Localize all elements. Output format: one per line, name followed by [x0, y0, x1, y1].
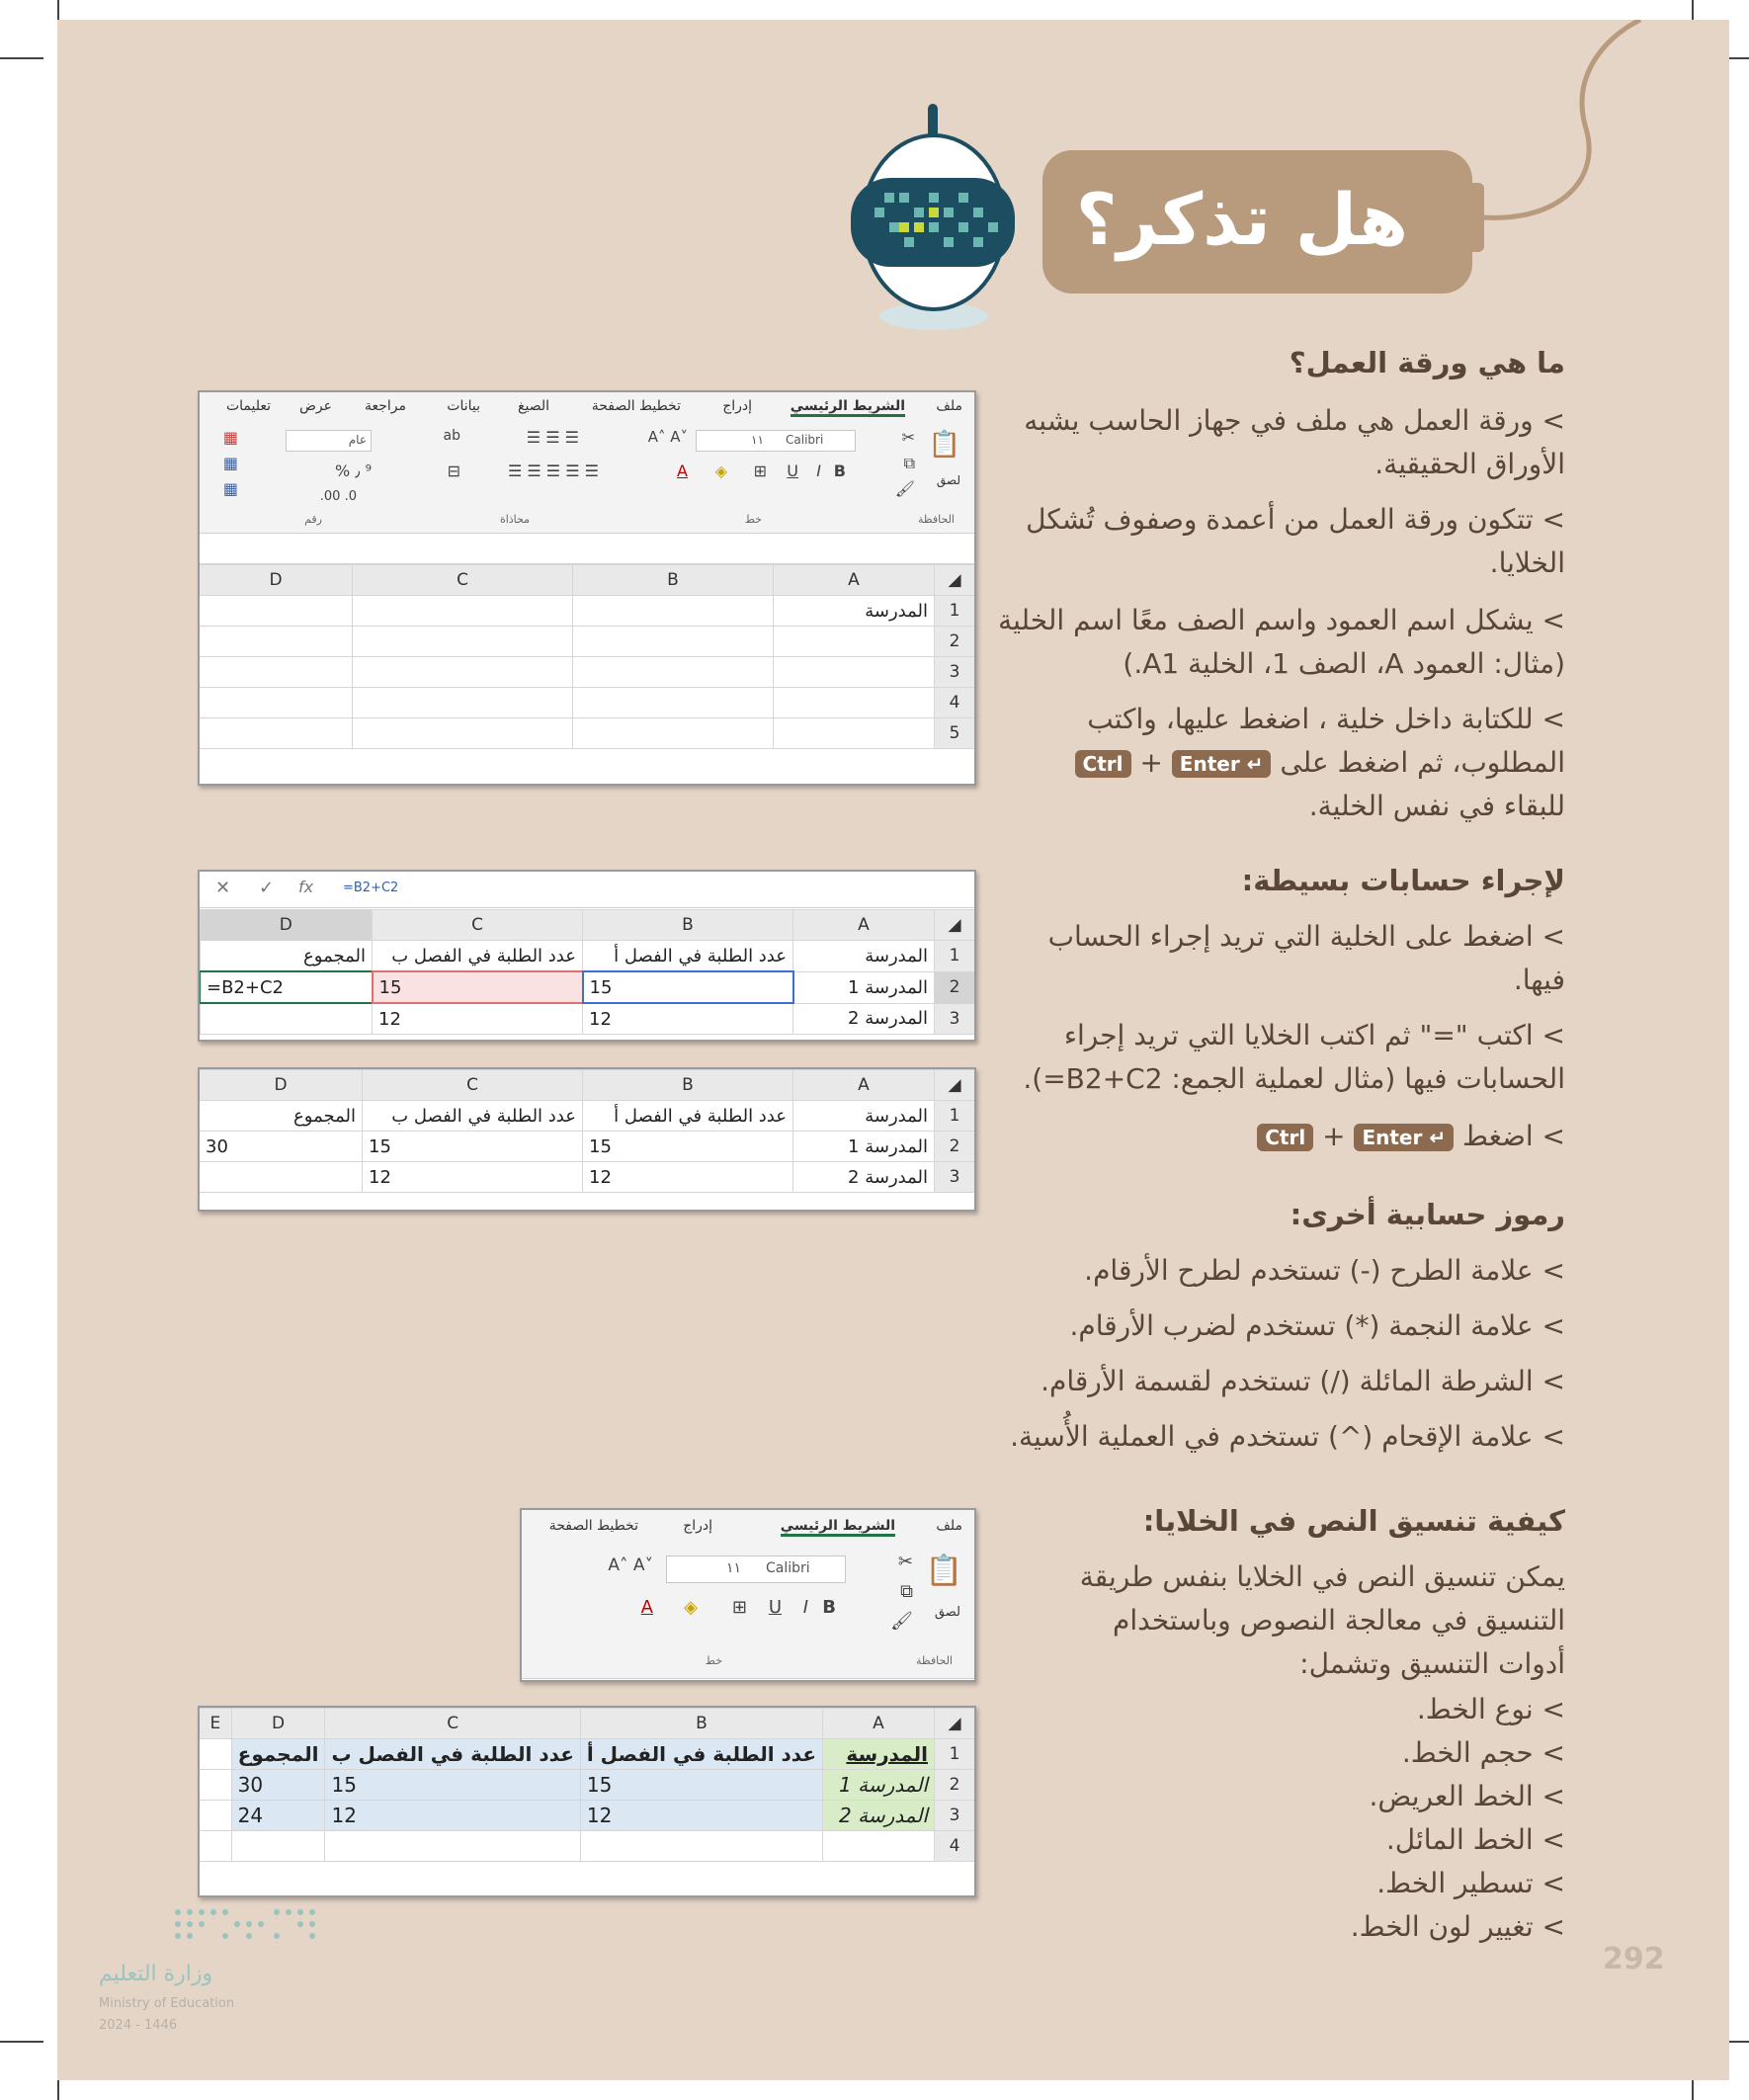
cell[interactable] [200, 1801, 232, 1831]
s4-item-font-size: > حجم الخط. [1401, 1736, 1565, 1769]
cell[interactable] [573, 688, 774, 718]
cell[interactable] [200, 1770, 232, 1801]
s4-item-font-color: > تغيير لون الخط. [1350, 1910, 1565, 1943]
tab-page-layout[interactable]: تخطيط الصفحة [548, 1518, 638, 1534]
row-header[interactable]: 4 [935, 688, 975, 718]
font-color-icon[interactable]: A [640, 1597, 653, 1618]
cut-icon[interactable]: ✂ [897, 1552, 913, 1572]
cell[interactable]: عدد الطلبة في الفصل ب [373, 941, 583, 972]
group-clipboard: الحافظة [915, 1654, 953, 1667]
tab-page-layout[interactable]: تخطيط الصفحة [591, 398, 681, 414]
corner-cell[interactable]: ◢ [935, 1709, 975, 1739]
col-header[interactable]: B [580, 1709, 822, 1739]
copy-icon[interactable]: ⧉ [903, 454, 915, 472]
sheet-grid-2 [199, 909, 975, 1035]
cell[interactable] [573, 657, 774, 688]
crop-mark [0, 2041, 43, 2043]
robot-head-icon [845, 104, 1023, 336]
excel-screenshot-5 [198, 1706, 976, 1897]
s2-bullet1a: > اضغط على الخلية التي تريد إجراء الحساب [1047, 920, 1565, 953]
cell[interactable]: المدرسة [793, 941, 935, 972]
cell[interactable]: 12 [363, 1162, 583, 1193]
cell[interactable]: عدد الطلبة في الفصل أ [580, 1739, 822, 1770]
row-header[interactable]: 3 [935, 1162, 975, 1193]
tab-help[interactable]: تعليمات [225, 398, 271, 414]
underline-icon[interactable]: U [768, 1597, 782, 1618]
s1-bullet4a: > للكتابة داخل خلية ، اضغط عليها، واكتب [1087, 703, 1565, 735]
cell[interactable]: عدد الطلبة في الفصل ب [363, 1101, 583, 1132]
cell[interactable]: 15 [325, 1770, 580, 1801]
tab-insert[interactable]: إدراج [683, 1518, 712, 1534]
col-header[interactable]: E [200, 1709, 232, 1739]
bold-icon[interactable]: B [833, 462, 846, 480]
col-header[interactable]: B [583, 1070, 793, 1101]
cell[interactable]: 15 [580, 1770, 822, 1801]
tab-data[interactable]: بيانات [447, 398, 480, 414]
cell[interactable]: المدرسة [823, 1739, 935, 1770]
corner-cell[interactable]: ◢ [935, 910, 975, 941]
sheet-grid-3 [199, 1069, 975, 1193]
tab-home[interactable]: الشريط الرئيسي [781, 1518, 895, 1537]
cell[interactable]: 12 [580, 1801, 822, 1831]
col-header[interactable]: A [793, 1070, 935, 1101]
cell[interactable] [200, 657, 353, 688]
cell[interactable]: المدرسة 1 [823, 1770, 935, 1801]
s1-bullet3a: > يشكل اسم العمود واسم الصف معًا اسم الخلية [998, 604, 1565, 636]
page-title: هل تذكر؟ [1075, 178, 1408, 261]
col-header[interactable]: C [353, 565, 573, 596]
section1-heading: ما هي ورقة العمل؟ [1289, 346, 1565, 379]
font-size-value: ١١ [726, 1560, 742, 1576]
cell[interactable]: المدرسة 1 [793, 1132, 935, 1162]
cell[interactable]: المجموع [200, 941, 373, 972]
plus-sign: + [1322, 1120, 1346, 1152]
group-font: خط [744, 513, 762, 526]
crop-mark [0, 57, 43, 59]
formula-bar[interactable] [200, 534, 974, 564]
col-header[interactable]: B [573, 565, 774, 596]
tab-view[interactable]: عرض [298, 398, 332, 414]
s1-bullet1b: الأوراق الحقيقية. [1374, 448, 1565, 480]
cell[interactable]: المدرسة [774, 596, 935, 627]
title-box [1042, 150, 1472, 294]
corner-cell[interactable]: ◢ [935, 1070, 975, 1101]
col-header[interactable]: D [231, 1709, 325, 1739]
row-header[interactable]: 1 [935, 1739, 975, 1770]
cell[interactable]: عدد الطلبة في الفصل ب [325, 1739, 580, 1770]
plus-sign: + [1139, 746, 1163, 779]
ministry-year: 2024 - 1446 [99, 2018, 178, 2033]
group-font: خط [705, 1654, 722, 1667]
s3-bullet3: > الشرطة المائلة (/) تستخدم لقسمة الأرقام. [1041, 1365, 1565, 1397]
row-header[interactable]: 3 [935, 1003, 975, 1035]
format-table-icon[interactable]: ▦ [222, 454, 238, 472]
paste-icon[interactable]: 📋 [925, 1554, 962, 1588]
ctrl-key: Ctrl [1075, 750, 1131, 778]
section2-heading: لإجراء حسابات بسيطة: [1241, 864, 1565, 897]
cell[interactable] [774, 718, 935, 749]
cell[interactable]: 15 [583, 1132, 793, 1162]
number-format-value: عام [348, 433, 367, 447]
cell[interactable]: 15 [363, 1132, 583, 1162]
col-header[interactable]: C [363, 1070, 583, 1101]
paste-icon[interactable]: 📋 [928, 430, 960, 460]
section3-heading: رموز حسابية أخرى: [1290, 1198, 1565, 1231]
borders-icon[interactable]: ⊞ [753, 462, 767, 480]
italic-icon[interactable]: I [802, 1597, 808, 1618]
cell[interactable]: 12 [373, 1003, 583, 1035]
row-header[interactable]: 1 [935, 596, 975, 627]
ribbon-tabs [522, 1510, 974, 1544]
cell[interactable]: المدرسة 2 [793, 1162, 935, 1193]
ministry-logo-icon [168, 1902, 326, 1947]
s1-bullet4c: للبقاء في نفس الخلية. [1308, 790, 1565, 822]
s4-para1: يمكن تنسيق النص في الخلايا بنفس طريقة [1079, 1560, 1565, 1593]
cell[interactable] [823, 1831, 935, 1862]
row-header[interactable]: 2 [935, 1132, 975, 1162]
s2-bullet3-text: > اضغط [1461, 1120, 1565, 1152]
col-header[interactable]: A [793, 910, 935, 941]
row-header[interactable]: 4 [935, 1831, 975, 1862]
s2-bullet2a: > اكتب "=" ثم اكتب الخلايا التي تريد إجراء [1063, 1019, 1565, 1051]
cell[interactable]: 12 [325, 1801, 580, 1831]
cell-c2-highlight[interactable]: 15 [373, 971, 583, 1003]
cable-decoration [1472, 20, 1670, 227]
font-color-icon[interactable]: A [677, 462, 688, 480]
align-text-icon[interactable]: ☰ ☰ ☰ ☰ ☰ [507, 462, 599, 480]
number-format-select[interactable] [286, 430, 372, 452]
cell[interactable] [200, 1739, 232, 1770]
row-header[interactable]: 3 [935, 1801, 975, 1831]
excel-screenshot-2 [198, 870, 976, 1042]
cell[interactable] [573, 718, 774, 749]
s4-item-underline: > تسطير الخط. [1376, 1867, 1565, 1899]
col-header[interactable]: A [774, 565, 935, 596]
cell[interactable]: المجموع [200, 1101, 363, 1132]
col-header[interactable]: A [823, 1709, 935, 1739]
font-name-value: Calibri [786, 433, 824, 447]
s1-bullet2a: > تتكون ورقة العمل من أعمدة وصفوف تُشكل [1026, 503, 1565, 536]
s3-bullet1: > علامة الطرح (-) تستخدم لطرح الأرقام. [1084, 1254, 1565, 1287]
font-grow-icon[interactable]: A˄ A˅ [647, 428, 688, 446]
enter-key: Enter ↵ [1172, 750, 1272, 778]
font-size-value: ١١ [751, 433, 764, 447]
row-header[interactable]: 5 [935, 718, 975, 749]
active-cell-d2[interactable]: =B2+C2 [200, 971, 373, 1003]
page-number: 292 [1603, 1942, 1665, 1976]
s1-bullet3b: (مثال: العمود A، الصف 1، الخلية A1.) [1123, 647, 1565, 680]
italic-icon[interactable]: I [816, 462, 821, 480]
cell[interactable] [573, 627, 774, 657]
decimal-icon[interactable]: .00 .0 [319, 489, 357, 504]
s4-item-bold: > الخط العريض. [1369, 1780, 1565, 1812]
paste-label: لصق [936, 473, 960, 487]
cell[interactable] [200, 718, 353, 749]
col-header[interactable]: C [373, 910, 583, 941]
row-header[interactable]: 2 [935, 1770, 975, 1801]
cell[interactable] [353, 688, 573, 718]
cell[interactable] [200, 596, 353, 627]
s2-bullet2b: الحسابات فيها (مثال لعملية الجمع: B2+C2=). [1023, 1062, 1565, 1095]
font-grow-icon[interactable]: A˄ A˅ [608, 1555, 653, 1575]
ministry-name-ar: وزارة التعليم [99, 1962, 213, 1986]
excel-screenshot-4 [520, 1508, 976, 1682]
cell[interactable]: المدرسة 1 [793, 971, 935, 1003]
ribbon-body [522, 1544, 974, 1679]
sheet-grid-5 [199, 1708, 975, 1862]
underline-icon[interactable]: U [787, 462, 798, 480]
cell[interactable] [231, 1831, 325, 1862]
s4-para3: أدوات التنسيق وتشمل: [1299, 1647, 1565, 1680]
format-painter-icon[interactable]: 🖌 [894, 479, 915, 498]
cell[interactable]: 30 [231, 1770, 325, 1801]
tab-file[interactable]: ملف [936, 1518, 962, 1534]
paste-label: لصق [934, 1605, 960, 1620]
cell[interactable] [353, 596, 573, 627]
cell[interactable] [353, 718, 573, 749]
s2-bullet3 [1257, 1115, 1565, 1158]
group-clipboard: الحافظة [917, 513, 955, 526]
cell[interactable]: 30 [200, 1132, 363, 1162]
cell[interactable] [774, 688, 935, 718]
col-header[interactable]: D [200, 1070, 363, 1101]
s2-bullet1b: فيها. [1513, 964, 1565, 996]
cell[interactable] [200, 627, 353, 657]
s3-bullet2: > علامة النجمة (*) تستخدم لضرب الأرقام. [1069, 1309, 1565, 1342]
s1-bullet4b-text: المطلوب، ثم اضغط على [1280, 746, 1565, 779]
cell[interactable]: المدرسة 2 [823, 1801, 935, 1831]
font-name-value: Calibri [766, 1560, 810, 1576]
tab-home[interactable]: الشريط الرئيسي [791, 398, 905, 417]
sheet-grid-1 [199, 564, 975, 749]
cell[interactable]: المجموع [231, 1739, 325, 1770]
excel-screenshot-1 [198, 390, 976, 786]
tab-file[interactable]: ملف [936, 398, 962, 414]
s1-bullet4b [1075, 741, 1565, 785]
merge-icon[interactable]: ⊟ [447, 462, 460, 480]
percent-icon[interactable]: % ٫ ⁹ [335, 462, 372, 480]
col-header[interactable]: B [583, 910, 793, 941]
row-header[interactable]: 2 [935, 971, 975, 1003]
copy-icon[interactable]: ⧉ [900, 1581, 913, 1602]
formula-input[interactable]: =B2+C2 [343, 881, 399, 895]
s1-bullet1a: > ورقة العمل هي ملف في جهاز الحاسب يشبه [1024, 404, 1565, 437]
row-header[interactable]: 1 [935, 941, 975, 972]
s1-bullet2b: الخلايا. [1489, 546, 1565, 579]
cut-icon[interactable]: ✂ [901, 428, 915, 447]
cell[interactable] [325, 1831, 580, 1862]
cell[interactable]: 12 [583, 1162, 793, 1193]
conditional-format-icon[interactable]: ▦ [222, 428, 238, 447]
title-tab [1470, 183, 1484, 252]
group-alignment: محاذاة [499, 513, 530, 526]
tab-insert[interactable]: إدراج [722, 398, 752, 414]
bold-icon[interactable]: B [822, 1597, 836, 1618]
fill-color-icon[interactable]: ◈ [684, 1597, 698, 1618]
row-header[interactable]: 2 [935, 627, 975, 657]
col-header[interactable]: C [325, 1709, 580, 1739]
s4-para2: التنسيق في معالجة النصوص وباستخدام [1113, 1604, 1565, 1637]
enter-check-icon[interactable]: ✓ [259, 878, 275, 898]
cell[interactable] [573, 596, 774, 627]
cell[interactable] [200, 1162, 363, 1193]
section4-heading: كيفية تنسيق النص في الخلايا: [1142, 1504, 1565, 1538]
s3-bullet4: > علامة الإقحام (^) تستخدم في العملية الأُسية. [1010, 1420, 1565, 1453]
cell[interactable]: 24 [231, 1801, 325, 1831]
font-name-select[interactable] [666, 1555, 846, 1583]
cell[interactable] [200, 688, 353, 718]
align-top-icon[interactable]: ☰ ☰ ☰ [526, 428, 579, 447]
cell[interactable] [200, 1003, 373, 1035]
s4-item-font-type: > نوع الخط. [1416, 1693, 1565, 1725]
col-header[interactable]: D [200, 565, 353, 596]
excel-screenshot-3 [198, 1067, 976, 1212]
wrap-text-icon[interactable]: ab [443, 428, 460, 444]
cell[interactable]: 12 [583, 1003, 793, 1035]
cell-b2-highlight[interactable]: 15 [583, 971, 793, 1003]
formula-bar [200, 872, 974, 908]
group-number: رقم [304, 513, 322, 526]
cell[interactable]: عدد الطلبة في الفصل أ [583, 941, 793, 972]
cell[interactable] [353, 657, 573, 688]
corner-cell[interactable]: ◢ [935, 565, 975, 596]
ministry-name-en: Ministry of Education [99, 1996, 235, 2011]
cell[interactable] [353, 627, 573, 657]
cancel-icon[interactable]: ✕ [215, 878, 231, 898]
fill-color-icon[interactable]: ◈ [714, 462, 727, 480]
function-icon[interactable]: fx [298, 878, 314, 896]
cell[interactable] [200, 1831, 232, 1862]
tab-review[interactable]: مراجعة [364, 398, 406, 414]
cell[interactable]: المدرسة [793, 1101, 935, 1132]
tab-formulas[interactable]: الصيغ [518, 398, 549, 414]
enter-key: Enter ↵ [1354, 1124, 1454, 1151]
ribbon-tabs [200, 392, 974, 422]
ribbon-body [200, 422, 974, 534]
cell[interactable] [774, 657, 935, 688]
row-header[interactable]: 3 [935, 657, 975, 688]
format-painter-icon[interactable]: 🖌 [890, 1611, 913, 1632]
cell[interactable]: المدرسة 2 [793, 1003, 935, 1035]
col-header[interactable]: D [200, 910, 373, 941]
cell[interactable]: عدد الطلبة في الفصل أ [583, 1101, 793, 1132]
s4-item-italic: > الخط المائل. [1385, 1823, 1565, 1856]
ctrl-key: Ctrl [1257, 1124, 1313, 1151]
font-name-select[interactable] [696, 430, 856, 452]
row-header[interactable]: 1 [935, 1101, 975, 1132]
cell[interactable] [774, 627, 935, 657]
cell-styles-icon[interactable]: ▦ [222, 479, 238, 498]
cell[interactable] [580, 1831, 822, 1862]
borders-icon[interactable]: ⊞ [731, 1597, 747, 1618]
